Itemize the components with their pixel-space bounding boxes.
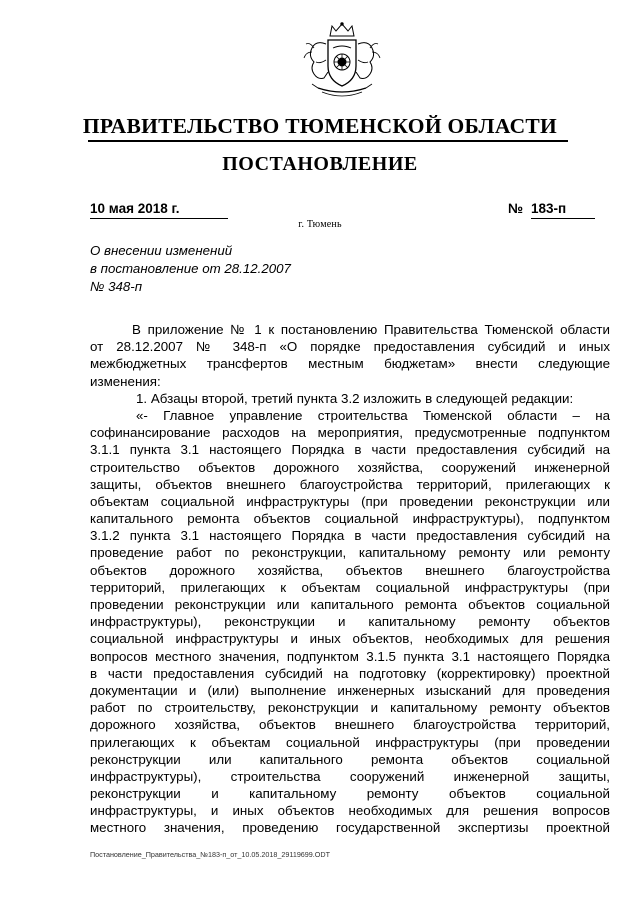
body-line: в части предоставления субсидий на подготовку (корректировку) проектной <box>90 665 610 681</box>
body-line: прилегающих к объектам социальной инфраструктуры (при проведении <box>90 734 610 750</box>
document-body <box>90 321 610 837</box>
city: г. Тюмень <box>298 219 342 230</box>
title-divider <box>88 140 568 142</box>
body-line: реконструкции или капитального ремонта объектов социальной <box>90 751 610 767</box>
body-line: инфраструктуры), реконструкции и капитальному ремонту объектов <box>90 614 610 630</box>
body-line: В приложение № 1 к постановлению Правительства Тюменской области <box>132 322 610 337</box>
body-line: территорий, прилегающих к объектам социальной инфраструктуры (при <box>90 579 610 595</box>
coat-of-arms-icon <box>298 22 386 102</box>
body-line: капитального ремонта объектов социальной инфраструктуры), подпунктом <box>90 511 610 527</box>
document-type: ПОСТАНОВЛЕНИЕ <box>222 153 418 175</box>
body-line: 1. Абзацы второй, третий пункта 3.2 изложить в следующей редакции: <box>136 390 574 406</box>
subject-line: в постановление от 28.12.2007 <box>90 261 291 276</box>
body-line: инфраструктуры, и иных объектов необходимых для решения вопросов <box>90 803 610 819</box>
subject-line: № 348-п <box>90 279 143 294</box>
body-line: вопросов местного значения, подпунктом 3.1.5 пункта 3.1 настоящего Порядка <box>90 648 610 664</box>
body-line: строительство объектов дорожного хозяйства, сооружений инженерной <box>90 459 610 475</box>
body-line: изменения: <box>90 373 161 389</box>
body-line: софинансирование расходов на мероприятия, предусмотренные подпунктом <box>90 425 610 441</box>
body-line: объектам социальной инфраструктуры (при проведении реконструкции или <box>90 493 610 509</box>
body-line: 3.1.2 пункта 3.1 настоящего Порядка в части предоставления субсидий на <box>90 528 610 544</box>
body-line: «- Главное управление строительства Тюменской области – на <box>136 407 610 423</box>
organization-title: ПРАВИТЕЛЬСТВО ТЮМЕНСКОЙ ОБЛАСТИ <box>82 114 558 138</box>
number-label: № <box>508 201 524 216</box>
body-line: документации и (или) выполнение инженерных изысканий для проведения <box>90 682 610 698</box>
body-line: местного значения, проведению государственной экспертизы проектной <box>90 820 610 836</box>
body-line: объектов дорожного хозяйства, объектов внешнего благоустройства <box>90 562 610 578</box>
body-line: от 28.12.2007 № 348-п «О порядке предоставления субсидий и иных <box>90 339 610 355</box>
body-line: дорожного хозяйства, объектов внешнего благоустройства территорий, <box>90 717 610 733</box>
subject-line: О внесении изменений <box>90 243 233 258</box>
body-line: реконструкции и капитальному ремонту объектов социальной <box>90 786 610 802</box>
document-number: 183-п <box>531 201 595 219</box>
body-line: 3.1.1 пункта 3.1 настоящего Порядка в части предоставления субсидий на <box>90 442 610 458</box>
body-line: защиты, объектов внешнего благоустройства территорий, прилегающих к <box>90 476 610 492</box>
body-line: проведение работ по реконструкции, капитальному ремонту или ремонту <box>90 545 610 561</box>
body-line: социальной инфраструктуры и иных объектов, необходимых для решения <box>90 631 610 647</box>
document-subject <box>90 242 291 296</box>
body-line: инфраструктуры), строительства сооружений инженерной защиты, <box>90 768 610 784</box>
document-date: 10 мая 2018 г. <box>90 201 228 219</box>
body-line: работ по строительству, реконструкции и капитальному ремонту объектов <box>90 700 610 716</box>
body-line: межбюджетных трансфертов местным бюджетам» внести следующие <box>90 356 610 372</box>
body-line: проведении реконструкции или капитального ремонта объектов социальной <box>90 597 610 612</box>
footer-filename: Постановление_Правительства_№183-п_от_10.05.2018_29119699.ODT <box>90 850 330 859</box>
